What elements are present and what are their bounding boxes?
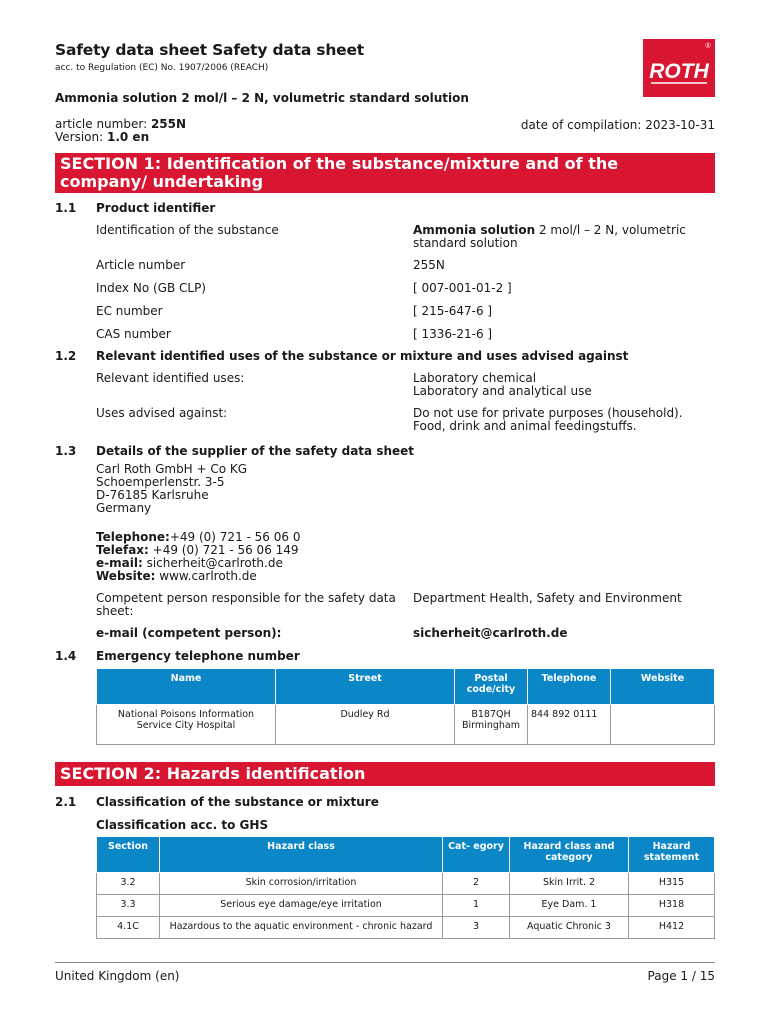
advised-against-label: Uses advised against: <box>96 406 228 420</box>
identified-uses-value <box>413 372 592 398</box>
competent-person-label <box>96 592 396 618</box>
col-hazard-statement: Hazard statement <box>629 837 715 873</box>
cell-class-category: Skin Irrit. 2 <box>510 873 629 895</box>
cell-hazard-class: Hazardous to the aquatic environment - chronic hazard <box>160 917 443 939</box>
s11-heading: Product identifier <box>96 201 216 215</box>
col-street: Street <box>276 669 455 705</box>
s14-heading: Emergency telephone number <box>96 649 300 663</box>
cell-section: 3.2 <box>97 873 160 895</box>
emergency-table <box>96 668 715 745</box>
article-number-label: Article number <box>96 258 186 272</box>
registered-mark: ® <box>705 43 711 50</box>
telefax-value: +49 (0) 721 - 56 06 149 <box>148 543 299 557</box>
cell-name: National Poisons Information Service City Hospital <box>97 705 276 745</box>
ec-value: [ 215-647-6 ] <box>413 304 493 318</box>
address-line: Germany <box>96 501 152 515</box>
advised-against-2: Food, drink and animal feedingstuffs. <box>413 419 637 433</box>
table-row <box>97 873 715 895</box>
col-name: Name <box>97 669 276 705</box>
supplier-address <box>96 463 247 515</box>
address-line: D-76185 Karlsruhe <box>96 488 209 502</box>
cell-class-category: Eye Dam. 1 <box>510 895 629 917</box>
table-row <box>97 895 715 917</box>
cell-street: Dudley Rd <box>276 705 455 745</box>
regulation-subtitle: acc. to Regulation (EC) No. 1907/2006 (REACH) <box>55 63 269 73</box>
cell-postal: B187QH Birmingham <box>455 705 528 745</box>
telefax-label: Telefax: <box>96 543 149 557</box>
cell-section: 3.3 <box>97 895 160 917</box>
cell-telephone: 844 892 0111 <box>528 705 611 745</box>
section1-title: SECTION 1: Identification of the substance/mixture and of the company/ undertaking <box>55 153 715 193</box>
telephone-value: +49 (0) 721 - 56 06 0 <box>169 530 301 544</box>
footer-country: United Kingdom (en) <box>55 969 180 983</box>
compilation-date: date of compilation: 2023-10-31 <box>520 118 715 132</box>
s21-number: 2.1 <box>55 795 77 809</box>
article-value: 255N <box>150 117 187 131</box>
cell-website <box>611 705 715 745</box>
identification-value <box>413 224 703 250</box>
address-line: Carl Roth GmbH + Co KG <box>96 462 248 476</box>
index-value: [ 007-001-01-2 ] <box>413 281 512 295</box>
identified-uses-label: Relevant identified uses: <box>96 371 245 385</box>
s11-number: 1.1 <box>55 201 77 215</box>
cas-value: [ 1336-21-6 ] <box>413 327 493 341</box>
cell-statement: H412 <box>629 917 715 939</box>
s13-heading: Details of the supplier of the safety data sheet <box>96 444 415 458</box>
article-info <box>55 118 186 144</box>
identified-use-2: Laboratory and analytical use <box>413 384 592 398</box>
cell-category: 2 <box>443 873 510 895</box>
address-line: Schoemperlenstr. 3-5 <box>96 475 225 489</box>
cell-hazard-class: Serious eye damage/eye irritation <box>160 895 443 917</box>
cell-hazard-class: Skin corrosion/irritation <box>160 873 443 895</box>
ec-label: EC number <box>96 304 163 318</box>
cell-class-category: Aquatic Chronic 3 <box>510 917 629 939</box>
competent-email-value[interactable]: sicherheit@carlroth.de <box>413 626 568 640</box>
s14-number: 1.4 <box>55 649 77 663</box>
identified-use-1: Laboratory chemical <box>413 371 537 385</box>
s13-number: 1.3 <box>55 444 77 458</box>
advised-against-1: Do not use for private purposes (household). <box>413 406 683 420</box>
version-label: Version: <box>55 130 104 144</box>
article-label: article number: <box>55 117 148 131</box>
article-number-value: 255N <box>413 258 445 272</box>
col-website: Website <box>611 669 715 705</box>
cell-statement: H318 <box>629 895 715 917</box>
col-section: Section <box>97 837 160 873</box>
supplier-contacts <box>96 531 300 583</box>
footer-page-number: Page 1 / 15 <box>647 969 715 983</box>
cell-statement: H315 <box>629 873 715 895</box>
col-postal: Postal code/city <box>455 669 528 705</box>
roth-logo-icon <box>643 39 715 97</box>
competent-person-value: Department Health, Safety and Environment <box>413 591 682 605</box>
roth-logo <box>643 39 715 97</box>
col-telephone: Telephone <box>528 669 611 705</box>
telephone-label: Telephone: <box>96 530 170 544</box>
substance-desc: 2 mol/l – 2 N, volumetric standard solution <box>413 223 686 250</box>
ghs-subheading: Classification acc. to GHS <box>96 818 269 832</box>
version-value: 1.0 en <box>107 130 150 144</box>
footer-divider <box>55 962 715 963</box>
document-title: Safety data sheet Safety data sheet <box>55 41 365 59</box>
s12-heading: Relevant identified uses of the substance or mixture and uses advised against <box>96 349 629 363</box>
product-name: Ammonia solution 2 mol/l – 2 N, volumetric standard solution <box>55 91 469 105</box>
table-row <box>97 917 715 939</box>
email-value[interactable]: sicherheit@carlroth.de <box>142 556 283 570</box>
website-value[interactable]: www.carlroth.de <box>155 569 257 583</box>
index-label: Index No (GB CLP) <box>96 281 206 295</box>
s12-number: 1.2 <box>55 349 77 363</box>
s21-heading: Classification of the substance or mixture <box>96 795 379 809</box>
competent-email-label: e-mail (competent person): <box>96 626 282 640</box>
col-hazard-class: Hazard class <box>160 837 443 873</box>
logo-text: ROTH <box>649 60 709 83</box>
cell-category: 1 <box>443 895 510 917</box>
substance-name: Ammonia solution <box>413 223 536 237</box>
competent-label-line2: sheet: <box>96 604 134 618</box>
cell-section: 4.1C <box>97 917 160 939</box>
section2-title: SECTION 2: Hazards identification <box>55 762 715 786</box>
col-class-category: Hazard class and category <box>510 837 629 873</box>
cell-category: 3 <box>443 917 510 939</box>
cas-label: CAS number <box>96 327 171 341</box>
competent-label-line1: Competent person responsible for the safety data <box>96 591 396 605</box>
identification-label: Identification of the substance <box>96 223 279 237</box>
col-category: Cat- egory <box>443 837 510 873</box>
email-label: e-mail: <box>96 556 143 570</box>
advised-against-value <box>413 407 683 433</box>
website-label: Website: <box>96 569 156 583</box>
table-row <box>97 705 715 745</box>
ghs-classification-table <box>96 836 715 939</box>
